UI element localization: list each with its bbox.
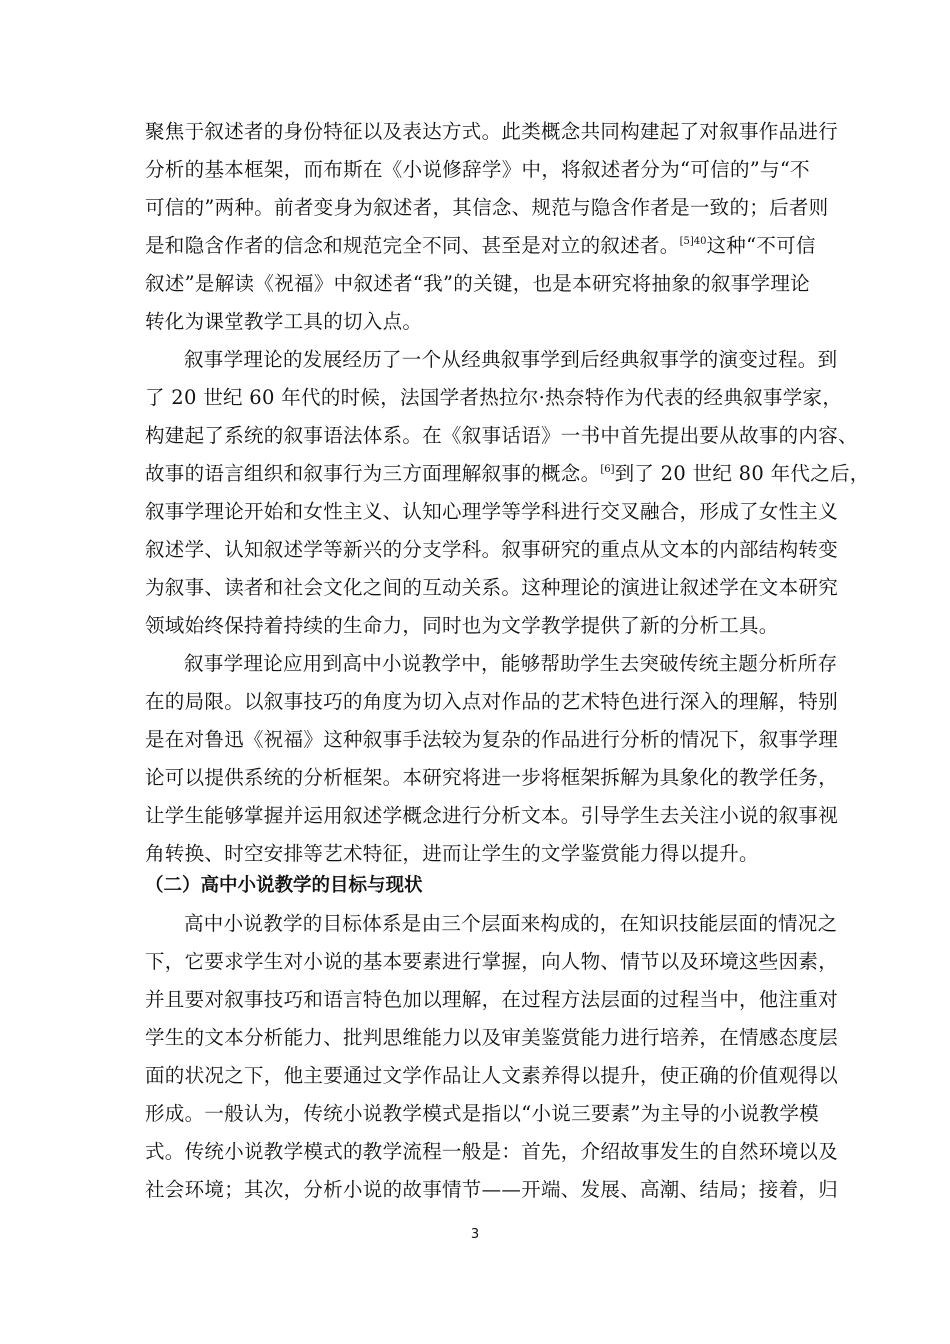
paragraph-line: 式。传统小说教学模式的教学流程一般是：首先，介绍故事发生的自然环境以及 <box>145 1140 839 1163</box>
paragraph-line: 论可以提供系统的分析框架。本研究将进一步将框架拆解为具象化的教学任务， <box>145 766 839 789</box>
paragraph-line: 下，它要求学生对小说的基本要素进行掌握，向人物、情节以及环境这些因素， <box>145 950 839 973</box>
page-number: 3 <box>470 1227 480 1242</box>
paragraph-line: 了 20 世纪 60 年代的时候，法国学者热拉尔·热奈特作为代表的经典叙事学家， <box>145 386 843 409</box>
paragraph-line: 叙事学理论开始和女性主义、认知心理学等学科进行交叉融合，形成了女性主义 <box>145 500 839 523</box>
paragraph-line: 让学生能够掌握并运用叙述学概念进行分析文本。引导学生去关注小说的叙事视 <box>145 804 839 827</box>
paragraph-line: 领域始终保持着持续的生命力，同时也为文学教学提供了新的分析工具。 <box>145 614 779 637</box>
paragraph-line: 叙事学理论的发展经历了一个从经典叙事学到后经典叙事学的演变过程。到 <box>184 348 838 371</box>
section-heading: （二）高中小说教学的目标与现状 <box>145 875 423 896</box>
paragraph-line: 叙述学、认知叙述学等新兴的分支学科。叙事研究的重点从文本的内部结构转变 <box>145 538 839 561</box>
paragraph-line: 学生的文本分析能力、批判思维能力以及审美鉴赏能力进行培养，在情感态度层 <box>145 1026 839 1049</box>
body-text: 这种“不可信 <box>706 234 816 257</box>
paragraph-line: 形成。一般认为，传统小说教学模式是指以“小说三要素”为主导的小说教学模 <box>145 1102 819 1125</box>
paragraph-line: 分析的基本框架，而布斯在《小说修辞学》中，将叙述者分为“可信的”与“不 <box>145 158 810 181</box>
paragraph-line: 叙事学理论应用到高中小说教学中，能够帮助学生去突破传统主题分析所存 <box>184 652 838 675</box>
body-text: 是和隐含作者的信念和规范完全不同、甚至是对立的叙述者。 <box>145 234 680 257</box>
paragraph-line: 构建起了系统的叙事语法体系。在《叙事话语》一书中首先提出要从故事的内容、 <box>145 424 858 447</box>
paragraph-line: 面的状况之下，他主要通过文学作品让人文素养得以提升，使正确的价值观得以 <box>145 1064 839 1087</box>
paragraph-line: 叙述”是解读《祝福》中叙述者“我”的关键，也是本研究将抽象的叙事学理论 <box>145 272 810 295</box>
paragraph-line: 聚焦于叙述者的身份特征以及表达方式。此类概念共同构建起了对叙事作品进行 <box>145 120 839 143</box>
paragraph-line <box>145 234 816 258</box>
paragraph-line: 转化为课堂教学工具的切入点。 <box>145 310 423 333</box>
paragraph-line <box>145 462 870 486</box>
paragraph-line: 社会环境；其次，分析小说的故事情节——开端、发展、高潮、结局；接着，归 <box>145 1178 839 1201</box>
paragraph-line: 高中小说教学的目标体系是由三个层面来构成的，在知识技能层面的情况之 <box>184 912 838 935</box>
paragraph-line: 为叙事、读者和社会文化之间的互动关系。这种理论的演进让叙述学在文本研究 <box>145 576 839 599</box>
paragraph-line: 可信的”两种。前者变身为叙述者，其信念、规范与隐含作者是一致的；后者则 <box>145 196 829 219</box>
citation-marker: [6] <box>600 464 615 475</box>
paragraph-line: 角转换、时空安排等艺术特征，进而让学生的文学鉴赏能力得以提升。 <box>145 842 759 865</box>
paragraph-line: 并且要对叙事技巧和语言特色加以理解，在过程方法层面的过程当中，他注重对 <box>145 988 839 1011</box>
body-text: 故事的语言组织和叙事行为三方面理解叙事的概念。 <box>145 462 601 485</box>
paragraph-line: 是在对鲁迅《祝福》这种叙事手法较为复杂的作品进行分析的情况下，叙事学理 <box>145 728 839 751</box>
body-text: 到了 20 世纪 80 年代之后， <box>614 462 870 485</box>
citation-marker: [5]40 <box>679 236 707 247</box>
paragraph-line: 在的局限。以叙事技巧的角度为切入点对作品的艺术特色进行深入的理解，特别 <box>145 690 839 713</box>
